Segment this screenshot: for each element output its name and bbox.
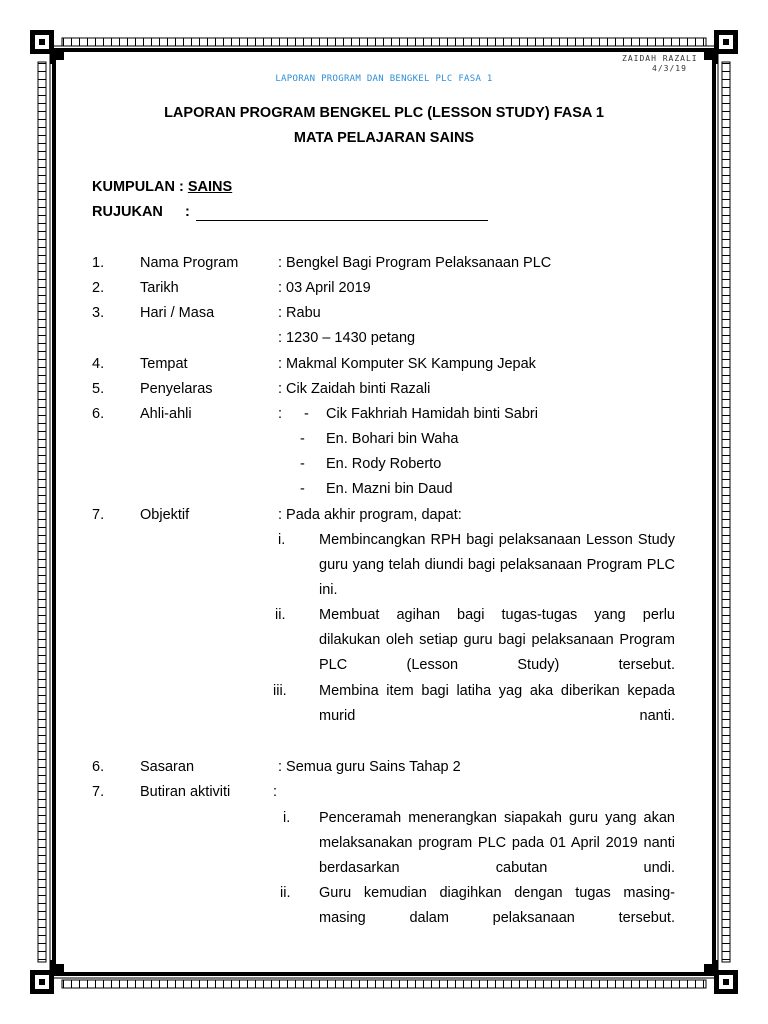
corner-ornament-br <box>704 960 738 994</box>
member-dash: - <box>304 406 309 422</box>
rujukan-label: RUJUKAN <box>92 204 163 220</box>
objective-roman: i. <box>278 532 286 548</box>
kumpulan-value: SAINS <box>187 179 233 195</box>
kumpulan-row <box>92 179 232 195</box>
item-label: Butiran aktiviti <box>140 784 231 800</box>
member-name: En. Rody Roberto <box>326 456 442 472</box>
item-label: Tarikh <box>140 280 179 296</box>
item-label: Objektif <box>140 507 190 523</box>
document-subtitle: MATA PELAJARAN SAINS <box>293 130 475 146</box>
author-note: ZAIDAH RAZALI <box>622 54 698 63</box>
item-number: 4. <box>92 356 105 372</box>
item-label: Tempat <box>140 356 188 372</box>
date-note: 4/3/19 <box>652 64 687 73</box>
member-dash: - <box>300 481 305 497</box>
member-name: En. Bohari bin Waha <box>326 431 459 447</box>
item-number: 7. <box>92 507 105 523</box>
item-label: Hari / Masa <box>140 305 215 321</box>
item-value: : Makmal Komputer SK Kampung Jepak <box>278 356 536 372</box>
member-dash: - <box>300 431 305 447</box>
corner-ornament-bl <box>30 960 64 994</box>
running-title: LAPORAN PROGRAM DAN BENGKEL PLC FASA 1 <box>275 74 493 84</box>
objective-roman: iii. <box>273 683 287 699</box>
corner-ornament-tr <box>704 30 738 64</box>
objective-text: Membincangkan RPH bagi pelaksanaan Lesson Study guru yang telah diundi bagi pelaksanaan Program PLC ini. <box>319 532 675 599</box>
member-name: En. Mazni bin Daud <box>326 481 453 497</box>
item-label: Nama Program <box>140 255 239 271</box>
corner-ornament-tl <box>30 30 64 64</box>
item-value-secondary: : 1230 – 1430 petang <box>278 330 416 346</box>
activity-roman: ii. <box>280 885 291 901</box>
objective-text: Membina item bagi latiha yag aka diberikan kepada murid nanti. <box>319 683 675 725</box>
rujukan-blank-line <box>196 220 488 221</box>
item-label: Penyelaras <box>140 381 213 397</box>
item-number: 7. <box>92 784 105 800</box>
rujukan-colon: : <box>185 204 190 220</box>
item-value: : 03 April 2019 <box>278 280 371 296</box>
item-number: 2. <box>92 280 105 296</box>
item-number: 1. <box>92 255 105 271</box>
objective-text: Membuat agihan bagi tugas-tugas yang perlu dilakukan oleh setiap guru bagi pelaksanaan Program PLC (Lesson Study) tersebut. <box>319 607 675 674</box>
item-colon: : <box>273 784 278 800</box>
item-value: : Semua guru Sains Tahap 2 <box>278 759 461 775</box>
item-value: : Pada akhir program, dapat: <box>278 507 462 523</box>
item-value: : Cik Zaidah binti Razali <box>278 381 431 397</box>
item-number: 5. <box>92 381 105 397</box>
item-label: Ahli-ahli <box>140 406 192 422</box>
item-number: 3. <box>92 305 105 321</box>
activity-text: Guru kemudian diagihkan dengan tugas masing-masing dalam pelaksanaan tersebut. <box>319 885 675 927</box>
document-title: LAPORAN PROGRAM BENGKEL PLC (LESSON STUDY) FASA 1 <box>164 105 604 121</box>
item-number: 6. <box>92 759 105 775</box>
item-value: : Bengkel Bagi Program Pelaksanaan PLC <box>278 255 552 271</box>
item-value: : Rabu <box>278 305 321 321</box>
member-dash: - <box>300 456 305 472</box>
activity-text: Penceramah menerangkan siapakah guru yang akan melaksanakan program PLC pada 01 April 2019 nanti berdasarkan cabutan undi. <box>319 810 675 877</box>
objective-roman: ii. <box>275 607 286 623</box>
kumpulan-label: KUMPULAN : <box>92 179 188 195</box>
item-number: 6. <box>92 406 105 422</box>
member-name: Cik Fakhriah Hamidah binti Sabri <box>326 406 538 422</box>
item-label: Sasaran <box>140 759 195 775</box>
item-colon: : <box>278 406 283 422</box>
activity-roman: i. <box>283 810 291 826</box>
